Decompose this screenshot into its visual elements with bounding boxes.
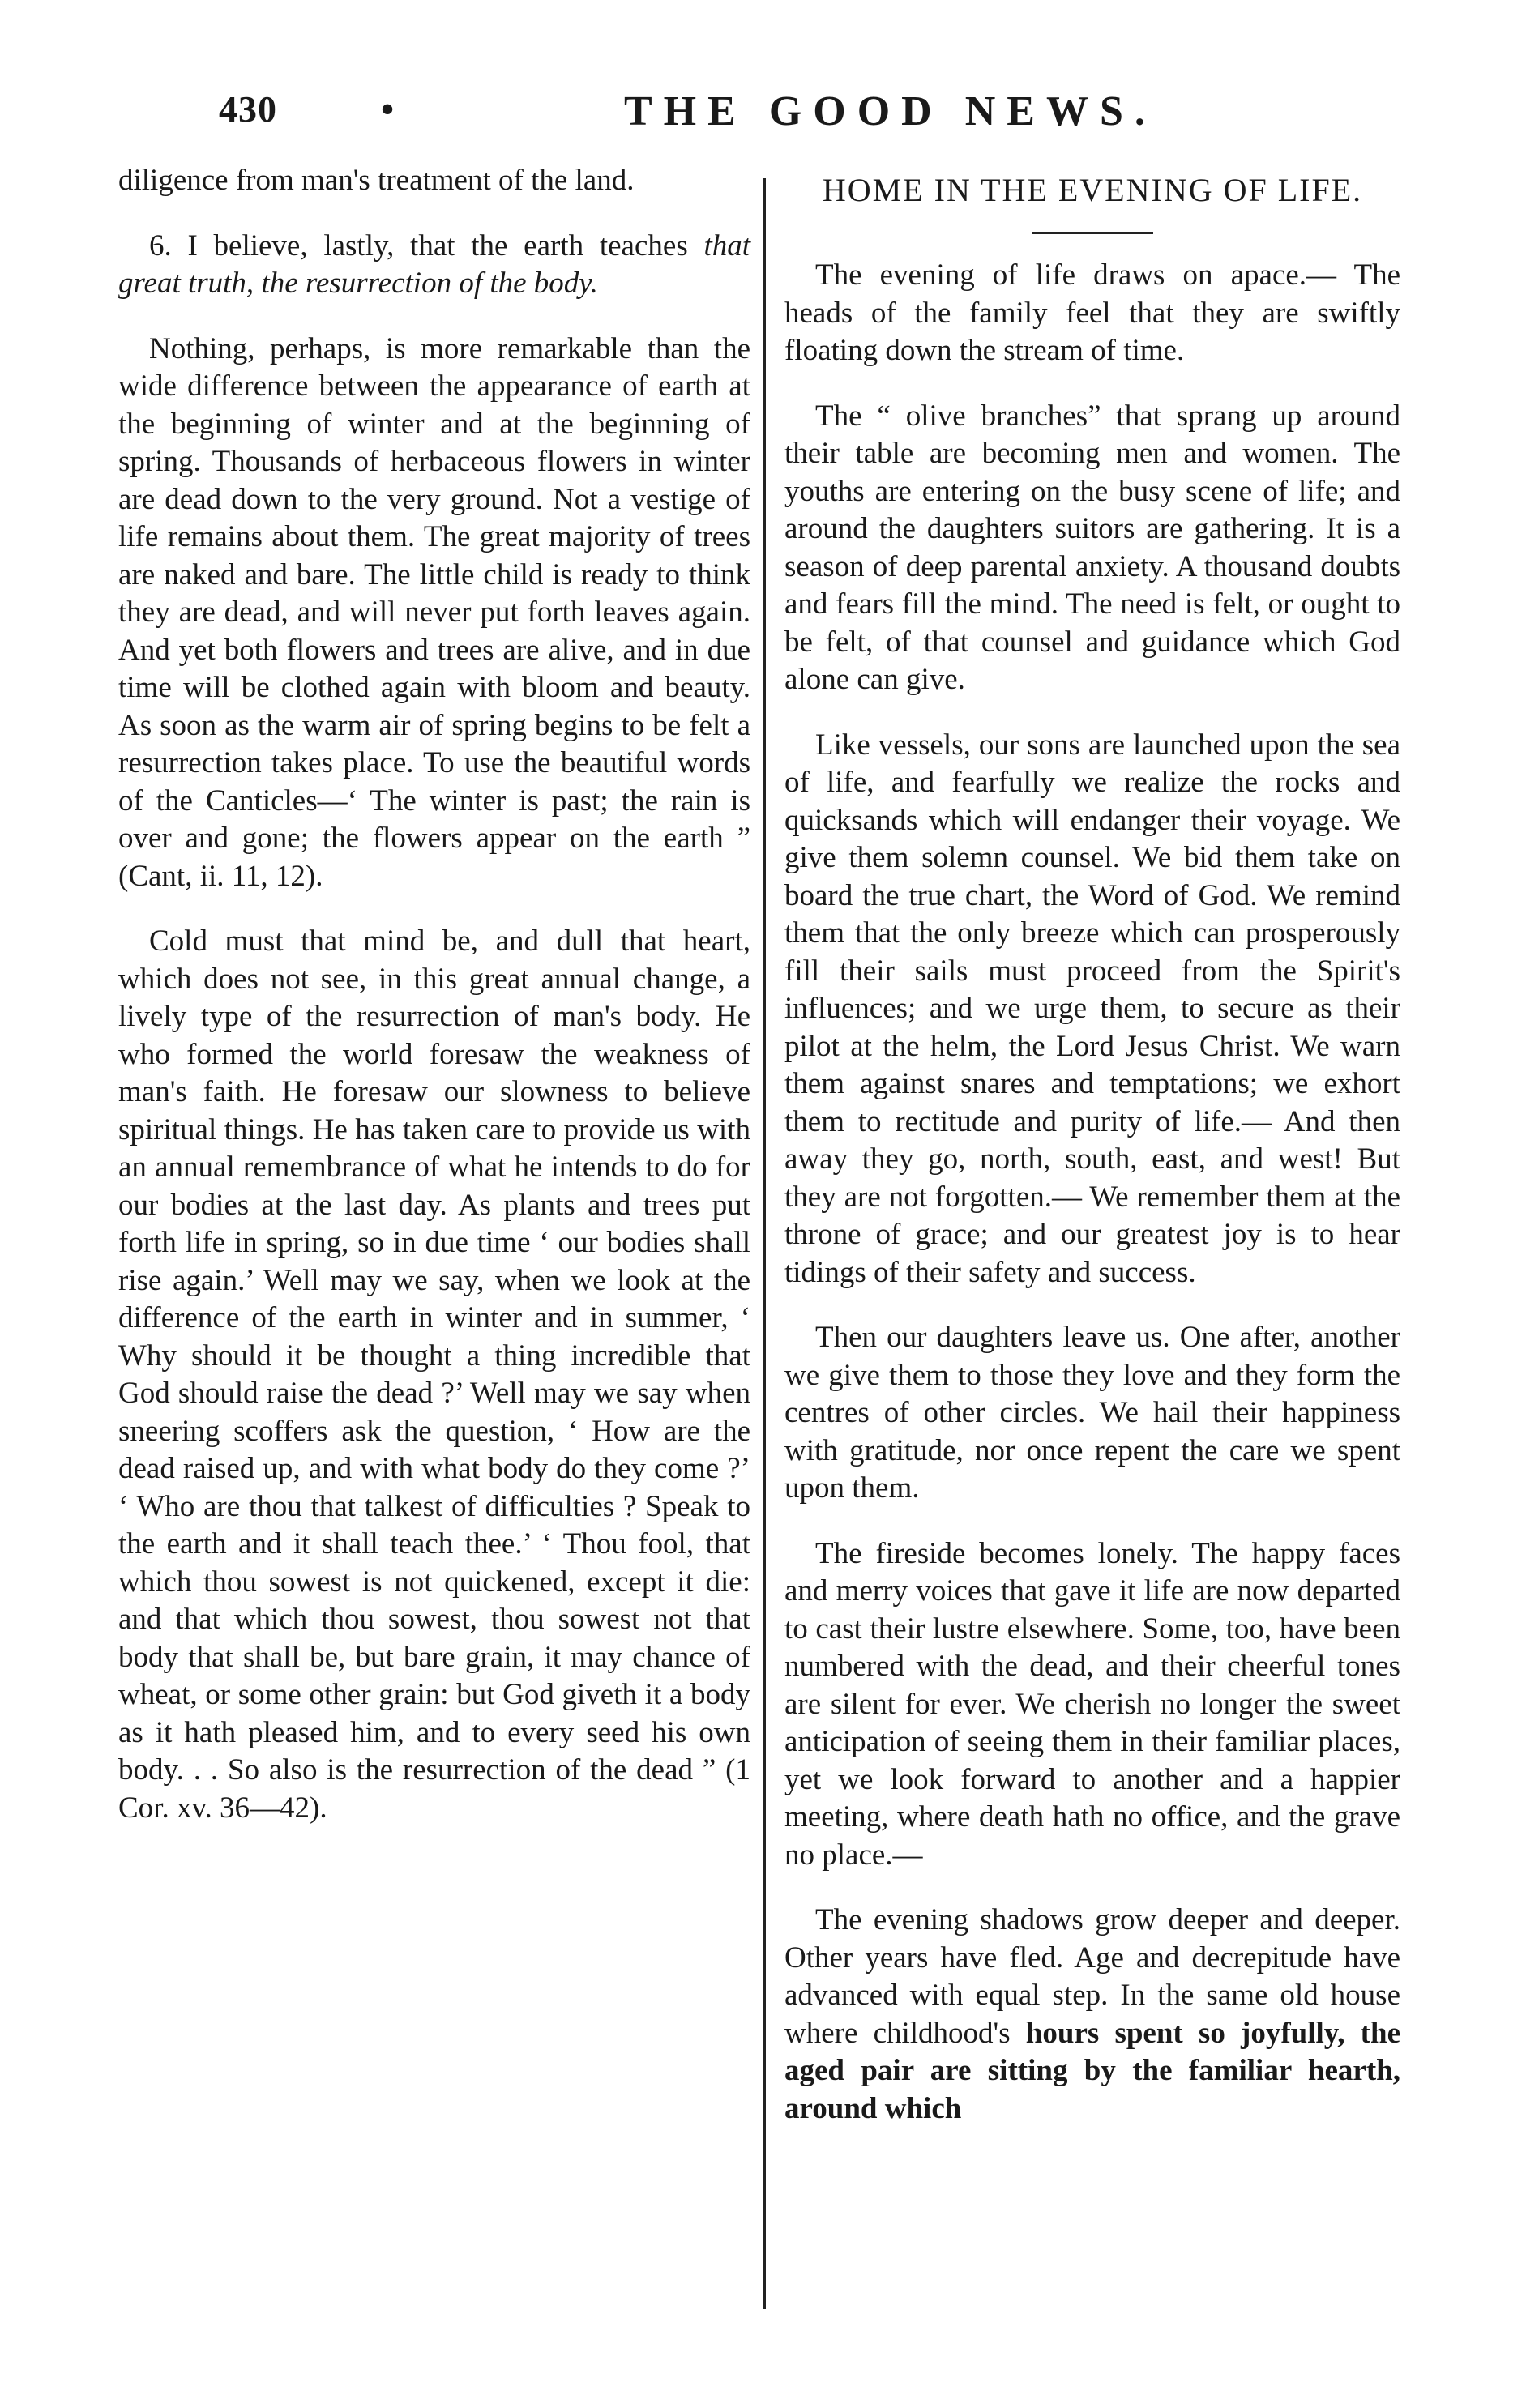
belief-six-lead: 6. I believe, lastly, that the earth teaches (149, 228, 704, 263)
article-title: HOME IN THE EVENING OF LIFE. (822, 172, 1363, 208)
paragraph-daughters: Then our daughters leave us. One after, another we give them to those they love and they form the centres of other circles. We hail their happiness with gratitude, nor once repent the care we spent upon them. (784, 1321, 1400, 1505)
evening-shadows-lead: The evening shadows grow deeper and deeper. Other years have fled. Age and decrepitude have advanced with equal step. In the same old house where childhood's (784, 1903, 1400, 2050)
journal-title: THE GOOD NEWS. (624, 88, 1156, 134)
paragraph-belief-six (118, 228, 750, 303)
right-column (784, 162, 1400, 2155)
paragraph-spring-winter: Nothing, perhaps, is more remarkable than the wide difference between the appearance of earth at the beginning of winter and at the beginning of spring. Thousands of herbaceous flowers in winter are dead down to the very ground. Not a vestige of life remains about them. The great majority of trees are naked and bare. The little child is ready to think they are dead, and will never put forth leaves again. And yet both flowers and trees are alive, and in due time will be clothed again with bloom and beauty. As soon as the warm air of spring begins to be felt a resurrection takes place. To use the beautiful words of the Canticles—‘ The winter is past; the rain is over and gone; the flowers appear on the earth ” (Cant, ii. 11, 12). (118, 331, 750, 893)
paragraph-continuation: diligence from man's treatment of the land. (118, 164, 635, 197)
left-column (118, 162, 750, 1855)
evening-shadows-bold: hours spent so joyfully, the aged pair are sitting by the familiar hearth, around which (784, 2016, 1400, 2125)
paragraph-olive-branches: The “ olive branches” that sprang up around their table are becoming men and women. The youths are entering on the busy scene of life; and around the daughters suitors are gathering. It is a season of deep parental anxiety. A thousand doubts and fears fill the mind. The need is felt, or ought to be felt, of that counsel and guidance which God alone can give. (784, 399, 1400, 696)
paragraph-sons-vessels: Like vessels, our sons are launched upon the sea of life, and fearfully we realize the rocks and quicksands which will endanger their voyage. We give them solemn counsel. We bid them take on board the true chart, the Word of God. We remind them that the only breeze which can prosperously fill their sails must proceed from the Spirit's influences; and we urge them, to secure as their pilot at the helm, the Lord Jesus Christ. We warn them against snares and temptations; we exhort them to rectitude and purity of life.— And then away they go, north, south, east, and west! But they are not forgotten.— We remember them at the throne of grace; and our greatest joy is to hear tidings of their safety and success. (784, 728, 1400, 1289)
belief-six-emphasis: that great truth, the resurrection of the body. (118, 228, 750, 300)
column-divider (763, 178, 766, 2309)
paragraph-evening-shadows (784, 1902, 1400, 2128)
title-rule (1032, 232, 1153, 234)
paragraph-evening-of-life: The evening of life draws on apace.— The heads of the family feel that they are swiftly floating down the stream of time. (784, 258, 1400, 367)
paragraph-fireside: The fireside becomes lonely. The happy faces and merry voices that gave it life are now departed to cast their lustre elsewhere. Some, too, have been numbered with the dead, and their cheerful tones are silent for ever. We cherish no longer the sweet anticipation of seeing them in their familiar places, yet we look forward to another and a happier meeting, where death hath no office, and the grave no place.— (784, 1536, 1400, 1872)
header-bullet: • (381, 88, 395, 130)
paragraph-resurrection-type: Cold must that mind be, and dull that heart, which does not see, in this great annual change, a lively type of the resurrection of man's body. He who formed the world foresaw the weakness of man's faith. He foresaw our slowness to believe spiritual things. He has taken care to provide us with an annual remembrance of what he intends to do for our bodies at the last day. As plants and trees put forth life in spring, so in due time ‘ our bodies shall rise again.’ Well may we say, when we look at the difference of the earth in winter and in summer, ‘ Why should it be thought a thing incredible that God should raise the dead ?’ Well may we say when sneering scoffers ask the question, ‘ How are the dead raised up, and with what body do they come ?’ ‘ Who are thou that talkest of difficulties ? Speak to the earth and it shall teach thee.’ ‘ Thou fool, that which thou sowest is not quickened, except it die: and that which thou sowest, thou sowest not that body that shall be, but bare grain, it may chance of wheat, or some other grain: but God giveth it a body as it hath pleased him, and to every seed his own body. . . So also is the resurrection of the dead ” (1 Cor. xv. 36—42). (118, 924, 750, 1825)
page-header (219, 88, 1370, 152)
page-number: 430 (219, 88, 277, 130)
